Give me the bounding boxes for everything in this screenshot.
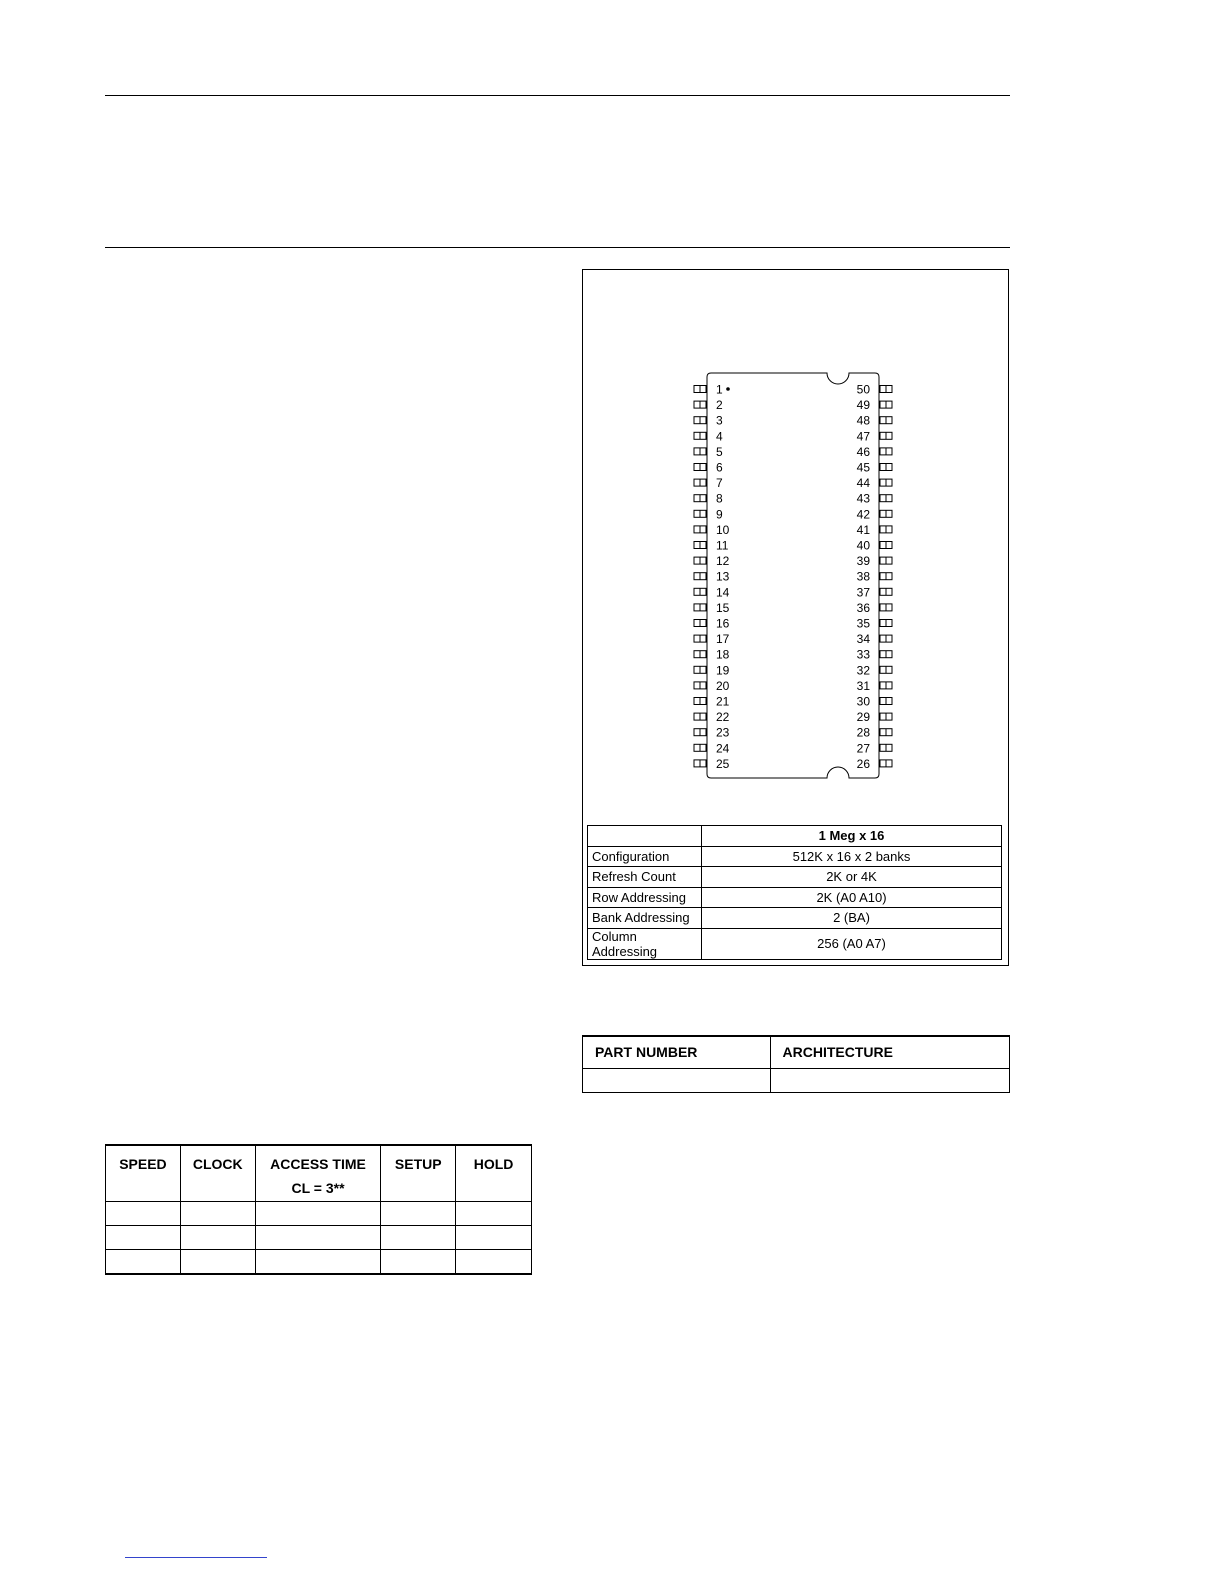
pin-number-label: 4 [716,429,723,444]
config-value: 2K (A0 A10) [702,887,1002,908]
config-label: Bank Addressing [588,908,702,929]
part-number-table [582,1035,1010,1093]
pin1-marker-dot [726,387,730,391]
pin-number-label: 23 [716,725,730,740]
pin-number-label: 38 [856,569,870,584]
config-label: Configuration [588,846,702,867]
pin-number-label: 43 [856,491,870,506]
config-label: Row Addressing [588,887,702,908]
pin-number-label: 36 [856,600,870,615]
pin-number-label: 33 [856,647,870,662]
table-row [106,1202,532,1226]
chip-package-outline [707,373,879,778]
config-value: 2 (BA) [702,908,1002,929]
pin-number-label: 31 [856,678,870,693]
pin-number-label: 35 [856,616,870,631]
pin-number-label: 18 [716,647,730,662]
table-row [588,846,1002,867]
pin-number-label: 1 [716,382,723,397]
pin-number-label: 5 [716,444,723,459]
pin-number-label: 39 [856,554,870,569]
config-header-blank [588,826,702,847]
config-header: 1 Meg x 16 [702,826,1002,847]
pin-number-label: 34 [856,632,870,647]
pin-number-label: 46 [856,444,870,459]
architecture-header: ARCHITECTURE [770,1036,1010,1068]
pin-number-label: 11 [716,538,729,553]
section-rule [105,247,1010,248]
hold-header: HOLD [456,1145,532,1202]
pin-number-label: 49 [856,398,870,413]
pin-number-label: 45 [856,460,870,475]
pin-number-label: 25 [716,756,730,771]
table-row [588,908,1002,929]
config-value: 2K or 4K [702,867,1002,888]
pin-number-label: 13 [716,569,730,584]
pin-number-label: 47 [856,429,870,444]
top-rule [105,95,1010,96]
pin-number-label: 28 [856,725,870,740]
table-row [106,1250,532,1274]
pin-number-label: 44 [856,476,870,491]
pin-number-label: 37 [856,585,870,600]
pin-number-label: 32 [856,663,870,678]
pin-number-label: 50 [856,382,870,397]
pin-number-label: 42 [856,507,870,522]
pin-number-label: 20 [716,678,730,693]
pin-number-label: 48 [856,413,870,428]
pin-number-label: 7 [716,476,723,491]
table-row [588,887,1002,908]
config-label: Column Addressing [588,928,702,959]
cas-latency-label: CL = 3** [291,1180,345,1196]
pin-number-label: 30 [856,694,870,709]
table-row [588,867,1002,888]
pin-number-label: 24 [716,741,730,756]
configuration-table [587,825,1002,960]
table-cell [770,1068,1010,1092]
pin-number-label: 15 [716,600,730,615]
access-time-header [255,1145,381,1202]
pin-number-label: 6 [716,460,723,475]
pin-number-label: 17 [716,632,730,647]
config-label: Refresh Count [588,867,702,888]
config-value: 256 (A0 A7) [702,928,1002,959]
pin-number-label: 8 [716,491,723,506]
pin-number-label: 3 [716,413,723,428]
pin-number-label: 14 [716,585,730,600]
pin-number-label: 26 [856,756,870,771]
part-number-header: PART NUMBER [583,1036,771,1068]
pin-number-label: 41 [856,522,870,537]
clock-header: CLOCK [180,1145,255,1202]
pin-number-label: 22 [716,710,730,725]
pin-number-label: 21 [716,694,730,709]
pin-number-label: 9 [716,507,723,522]
setup-header: SETUP [381,1145,456,1202]
pin-number-label: 19 [716,663,730,678]
config-value: 512K x 16 x 2 banks [702,846,1002,867]
access-time-label: ACCESS TIME [270,1156,366,1172]
table-cell [583,1068,771,1092]
pin-number-label: 12 [716,554,730,569]
pin-number-label: 2 [716,398,723,413]
speed-table [105,1144,532,1275]
table-row [106,1226,532,1250]
speed-header: SPEED [106,1145,181,1202]
table-row [583,1068,1010,1092]
pin-number-label: 29 [856,710,870,725]
pin-number-label: 10 [716,522,730,537]
pin-number-label: 16 [716,616,730,631]
table-row [588,928,1002,959]
pin-number-label: 27 [856,741,870,756]
pin-number-label: 40 [856,538,870,553]
footer-link-underline[interactable] [125,1557,267,1558]
